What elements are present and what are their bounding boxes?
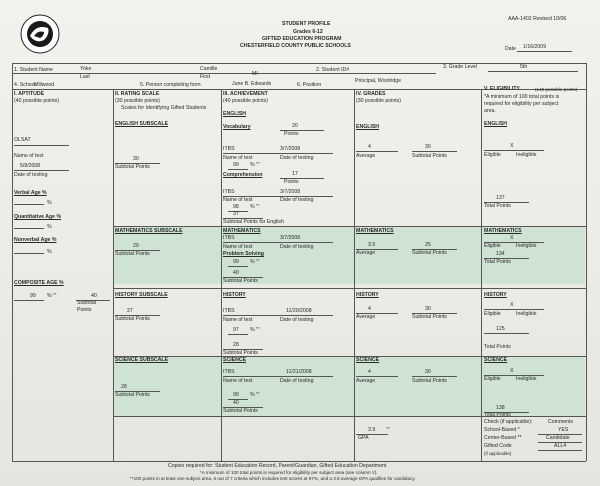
problem-solving-label: Problem Solving: [223, 251, 264, 257]
english-rating-subtotal: Subtotal Points: [115, 164, 150, 170]
english-pct-1: 99: [233, 162, 239, 168]
english-itbs-2: ITBS: [223, 189, 235, 195]
english-avg-label: Average: [356, 153, 376, 159]
school-seal-logo: [20, 14, 60, 54]
math-avg-label: Average: [356, 250, 376, 256]
math-stars: **: [256, 258, 260, 263]
comments-label: Comments: [548, 419, 574, 425]
aptitude-test-line: [14, 145, 69, 146]
english-name-of-test-2: Name of test: [223, 197, 253, 203]
math-pct-sign: %: [250, 259, 255, 265]
history-grade-head: HISTORY: [356, 292, 379, 298]
school-based-label: School-Based *: [484, 427, 520, 433]
achievement-header: III. ACHIEVEMENT: [223, 91, 268, 97]
aptitude-date-line: [14, 170, 69, 171]
last-label: Last: [80, 74, 90, 80]
quant-age-label: Quantitative Age %: [14, 214, 62, 220]
english-date-of-testing-1: Date of testing: [280, 155, 314, 161]
english-total: 137: [496, 195, 505, 201]
science-ineligible[interactable]: Ineligible: [516, 376, 537, 382]
comprehension-points-label: Points: [284, 179, 299, 185]
math-ach-subtotal-label: Subtotal Points: [223, 278, 258, 284]
gpa-label: GPA: [358, 435, 369, 441]
science-ach-subtotal-label: Subtotal Points: [223, 408, 258, 414]
aptitude-subtotal-label-1: Subtotal: [77, 300, 97, 306]
grades-header: IV. GRADES: [356, 91, 386, 97]
nonverbal-line: [14, 253, 44, 254]
english-test-line-1: [223, 153, 333, 154]
science-date: 11/21/2008: [286, 369, 312, 375]
history-test-line: [223, 315, 333, 316]
aptitude-test-name: OLSAT: [14, 137, 31, 143]
math-grade-sub-label: Subtotal Points: [412, 250, 447, 256]
date-underline: [517, 51, 572, 52]
english-stars-1: **: [256, 161, 260, 166]
history-elig-head: HISTORY: [484, 292, 507, 298]
eligibility-note-2: required for eligibility per subject: [484, 101, 559, 107]
english-stars-2: **: [256, 203, 260, 208]
math-grade-avg: 3.5: [368, 242, 376, 248]
english-name-of-test-1: Name of test: [223, 155, 253, 161]
history-itbs: ITBS: [223, 308, 235, 314]
science-avg-line: [356, 376, 398, 377]
math-test-line: [223, 242, 333, 243]
aptitude-date-label: Date of testing: [14, 172, 48, 178]
history-pct-sign: %: [250, 327, 255, 333]
english-rating-head: ENGLISH SUBSCALE: [115, 121, 169, 127]
english-itbs-1: ITBS: [223, 146, 235, 152]
history-pct-line: [228, 334, 248, 335]
aptitude-points: (40 possible points): [14, 98, 59, 104]
achievement-points: (40 possible points): [223, 98, 268, 104]
grade-level-value: 5th: [520, 64, 528, 70]
history-elig-x: X: [510, 302, 514, 308]
composite-line: [14, 300, 44, 301]
math-grade-sub: 25: [425, 242, 431, 248]
english-grade-avg: 4: [368, 144, 371, 150]
comprehension-label: Comprehension: [223, 172, 263, 178]
student-id-label: 2. Student ID#: [316, 67, 350, 73]
form-grades: Grades 6-12: [293, 29, 323, 35]
science-grade-sub-label: Subtotal Points: [412, 378, 447, 384]
mi-label: MI: [252, 71, 258, 77]
student-last-name: Yoke: [80, 66, 92, 72]
english-date-2: 3/7/2008: [280, 189, 301, 195]
col-div-3: [354, 89, 355, 461]
math-band: [113, 226, 585, 284]
vocabulary-label: Vocabulary: [223, 124, 251, 130]
english-grade-sub: 30: [425, 144, 431, 150]
eligibility-note-1: *A minimum of 100 total points is: [484, 94, 560, 100]
form-program: GIFTED EDUCATION PROGRAM: [262, 36, 342, 42]
aptitude-date-value: 5/8/2008: [20, 163, 41, 169]
english-pct-line-1: [228, 169, 248, 170]
school-based-value: YES: [558, 427, 569, 433]
science-rating-head: SCIENCE SUBSCALE: [115, 357, 169, 363]
frame-left: [12, 63, 13, 461]
english-ineligible[interactable]: Ineligible: [516, 152, 537, 158]
aptitude-header: I. APTITUDE: [14, 91, 45, 97]
frame-bottom: [12, 461, 586, 462]
col-div-4: [481, 89, 482, 461]
math-elig-head: MATHEMATICS: [484, 228, 522, 234]
science-eligible[interactable]: Eligible: [484, 376, 501, 382]
science-pct-sign: %: [250, 392, 255, 398]
person-label: 5. Person completing form: [140, 82, 201, 88]
verbal-line: [14, 204, 44, 205]
gifted-code-value: ALL4: [554, 443, 567, 449]
position-value: Principal, Woolridge: [355, 78, 402, 84]
aptitude-subtotal-value: 40: [91, 293, 97, 299]
math-itbs: ITBS: [223, 235, 235, 241]
history-total-label: Total Points: [484, 344, 511, 350]
english-pct-2: 98: [233, 204, 239, 210]
history-ineligible[interactable]: Ineligible: [516, 311, 537, 317]
date-label: Date: [505, 46, 516, 52]
person-value: June B. Edwards: [232, 81, 272, 87]
history-elig-line: [484, 309, 544, 310]
school-value: Millwood: [34, 82, 55, 88]
english-grade-sub-line: [412, 151, 457, 152]
history-stars: **: [256, 326, 260, 331]
science-stars: **: [256, 391, 260, 396]
history-date: 11/20/2008: [286, 308, 312, 314]
footer-note-1: *A minimum of 100 total points is required for eligibility per subject area (see column V).: [200, 470, 378, 475]
math-grade-head: MATHEMATICS: [356, 228, 394, 234]
english-elig-line: [484, 150, 544, 151]
first-label: First: [200, 74, 211, 80]
english-grade-sub-label: Subtotal Points: [412, 153, 447, 159]
math-rating-subtotal: Subtotal Points: [115, 251, 150, 257]
form-title: STUDENT PROFILE: [282, 21, 331, 27]
frame-top: [12, 63, 586, 64]
gifted-code-line: [538, 450, 582, 451]
english-ach-head: ENGLISH: [223, 111, 247, 117]
composite-stars: **: [53, 292, 57, 297]
vocabulary-points: 20: [292, 123, 298, 129]
english-date-of-testing-2: Date of testing: [280, 197, 314, 203]
english-total-label: Total Points: [484, 203, 511, 209]
science-elig-head: SCIENCE: [484, 357, 508, 363]
science-pct: 99: [233, 392, 239, 398]
history-total: 125: [496, 326, 505, 332]
footer-copies: Copies required for: Student Education Record, Parent/Guardian, Gifted Education Department: [168, 463, 387, 469]
form-school: CHESTERFIELD COUNTY PUBLIC SCHOOLS: [240, 43, 351, 49]
history-name-of-test: Name of test: [223, 317, 253, 323]
science-total: 138: [496, 405, 505, 411]
science-grade-head: SCIENCE: [356, 357, 380, 363]
row-divider-history: [113, 288, 586, 289]
science-total-label: Total Points: [484, 412, 511, 418]
math-rating-points: 29: [133, 243, 139, 249]
english-grade-head: ENGLISH: [356, 124, 380, 130]
math-ach-points: 40: [233, 270, 239, 276]
verbal-pct: %: [47, 200, 52, 206]
composite-pct: %: [47, 293, 52, 299]
history-pct: 97: [233, 327, 239, 333]
frame-right: [586, 63, 587, 461]
science-grade-avg: 4: [368, 369, 371, 375]
comprehension-points: 17: [292, 171, 298, 177]
composite-age-label: COMPOSITE AGE %: [14, 280, 64, 286]
vocabulary-points-label: Points: [284, 131, 299, 137]
history-total-line: [484, 333, 529, 334]
english-elig-x: X: [510, 143, 514, 149]
science-test-line: [223, 376, 333, 377]
math-eligible[interactable]: Eligible: [484, 243, 501, 249]
eligibility-note-3: area.: [484, 108, 496, 114]
history-date-of-testing: Date of testing: [280, 317, 314, 323]
english-eligible[interactable]: Eligible: [484, 152, 501, 158]
english-pct-sign-1: %: [250, 162, 255, 168]
english-elig-head: ENGLISH: [484, 121, 508, 127]
row-divider-science: [113, 356, 586, 357]
science-grade-sub-line: [412, 376, 457, 377]
history-ach-subtotal-label: Subtotal Points: [223, 350, 258, 356]
english-ach-subtotal: 37: [233, 211, 239, 217]
history-ach-points: 28: [233, 342, 239, 348]
aptitude-name-label: Name of test: [14, 153, 44, 159]
math-elig-x: X: [510, 235, 514, 241]
english-avg-line: [356, 151, 398, 152]
english-pct-sign-2: %: [250, 204, 255, 210]
school-label: 4. School: [14, 82, 36, 88]
history-grade-sub: 30: [425, 306, 431, 312]
science-rating-points: 28: [121, 384, 127, 390]
gifted-code-label: Gifted Code: [484, 443, 512, 449]
history-grade-avg: 4: [368, 306, 371, 312]
science-date-of-testing: Date of testing: [280, 378, 314, 384]
science-band: [113, 356, 585, 416]
history-grade-sub-label: Subtotal Points: [412, 314, 447, 320]
history-rating-points: 27: [127, 308, 133, 314]
math-ineligible[interactable]: Ineligible: [516, 243, 537, 249]
science-itbs: ITBS: [223, 369, 235, 375]
gpa-stars: **: [386, 426, 390, 431]
english-date-1: 3/7/2008: [280, 146, 301, 152]
center-based-value: Candidate: [546, 435, 570, 441]
rating-points: (30 possible points): [115, 98, 160, 104]
science-ach-head: SCIENCE: [223, 357, 247, 363]
math-pct: 99: [233, 259, 239, 265]
history-eligible[interactable]: Eligible: [484, 311, 501, 317]
history-ach-head: HISTORY: [223, 292, 246, 298]
center-based-label: Center-Based **: [484, 435, 522, 441]
row1-line: [12, 73, 436, 74]
science-ach-points: 40: [233, 400, 239, 406]
student-first-name: Camille: [200, 66, 218, 72]
science-elig-x: X: [510, 368, 514, 374]
check-label: Check (if applicable):: [484, 419, 533, 425]
history-rating-subtotal: Subtotal Points: [115, 316, 150, 322]
composite-value: 99: [30, 293, 36, 299]
aptitude-subtotal-label-2: Points: [77, 307, 92, 313]
science-name-of-test: Name of test: [223, 378, 253, 384]
form-id: AAA-1402 Revised 10/06: [508, 16, 567, 22]
math-date: 3/7/2008: [280, 235, 301, 241]
nonverbal-age-label: Nonverbal Age %: [14, 237, 57, 243]
row-divider-math: [113, 226, 586, 227]
english-ach-subtotal-label: Subtotal Points for English: [223, 219, 284, 225]
grade-level-label: 3. Grade Level: [443, 64, 478, 70]
col-div-2: [221, 89, 222, 461]
date-value: 1/16/2009: [523, 44, 547, 50]
math-ach-head: MATHEMATICS: [223, 228, 261, 234]
math-name-of-test: Name of test: [223, 244, 253, 250]
math-date-of-testing: Date of testing: [280, 244, 314, 250]
grade-underline: [488, 71, 578, 72]
footer-note-2: **100 points in at least one subject area, 6 out of 7 criteria which includes test scores at 97%, and a 3.5 average GPA qualifies for candidacy.: [130, 476, 416, 481]
nonverbal-pct: %: [47, 249, 52, 255]
science-grade-sub: 30: [425, 369, 431, 375]
if-applicable-label: (if applicable): [484, 451, 512, 456]
eligibility-points: (140 possible points): [535, 87, 578, 92]
math-total: 134: [496, 251, 505, 257]
row-divider-summary: [113, 416, 586, 417]
science-rating-subtotal: Subtotal Points: [115, 392, 150, 398]
student-name-label: 1. Student Name: [14, 67, 53, 73]
math-pct-line: [228, 266, 248, 267]
eligibility-header: V. ELIGIBILITY: [484, 86, 520, 92]
science-avg-label: Average: [356, 378, 376, 384]
rating-sub: Scales for Identifying Gifted Students: [121, 105, 207, 111]
history-rating-head: HISTORY SUBSCALE: [115, 292, 168, 298]
math-rating-head: MATHEMATICS SUBSCALE: [115, 228, 183, 234]
english-rating-points: 30: [133, 156, 139, 162]
col-div-1: [113, 89, 114, 461]
verbal-age-label: Verbal Age %: [14, 190, 47, 196]
gpa-value: 3.9: [368, 427, 376, 433]
rating-header: II. RATING SCALE: [115, 91, 160, 97]
math-total-label: Total Points: [484, 259, 511, 265]
history-avg-label: Average: [356, 314, 376, 320]
quant-pct: %: [47, 224, 52, 230]
grades-points: (30 possible points): [356, 98, 401, 104]
quant-line: [14, 228, 44, 229]
position-label: 6. Position: [297, 82, 322, 88]
